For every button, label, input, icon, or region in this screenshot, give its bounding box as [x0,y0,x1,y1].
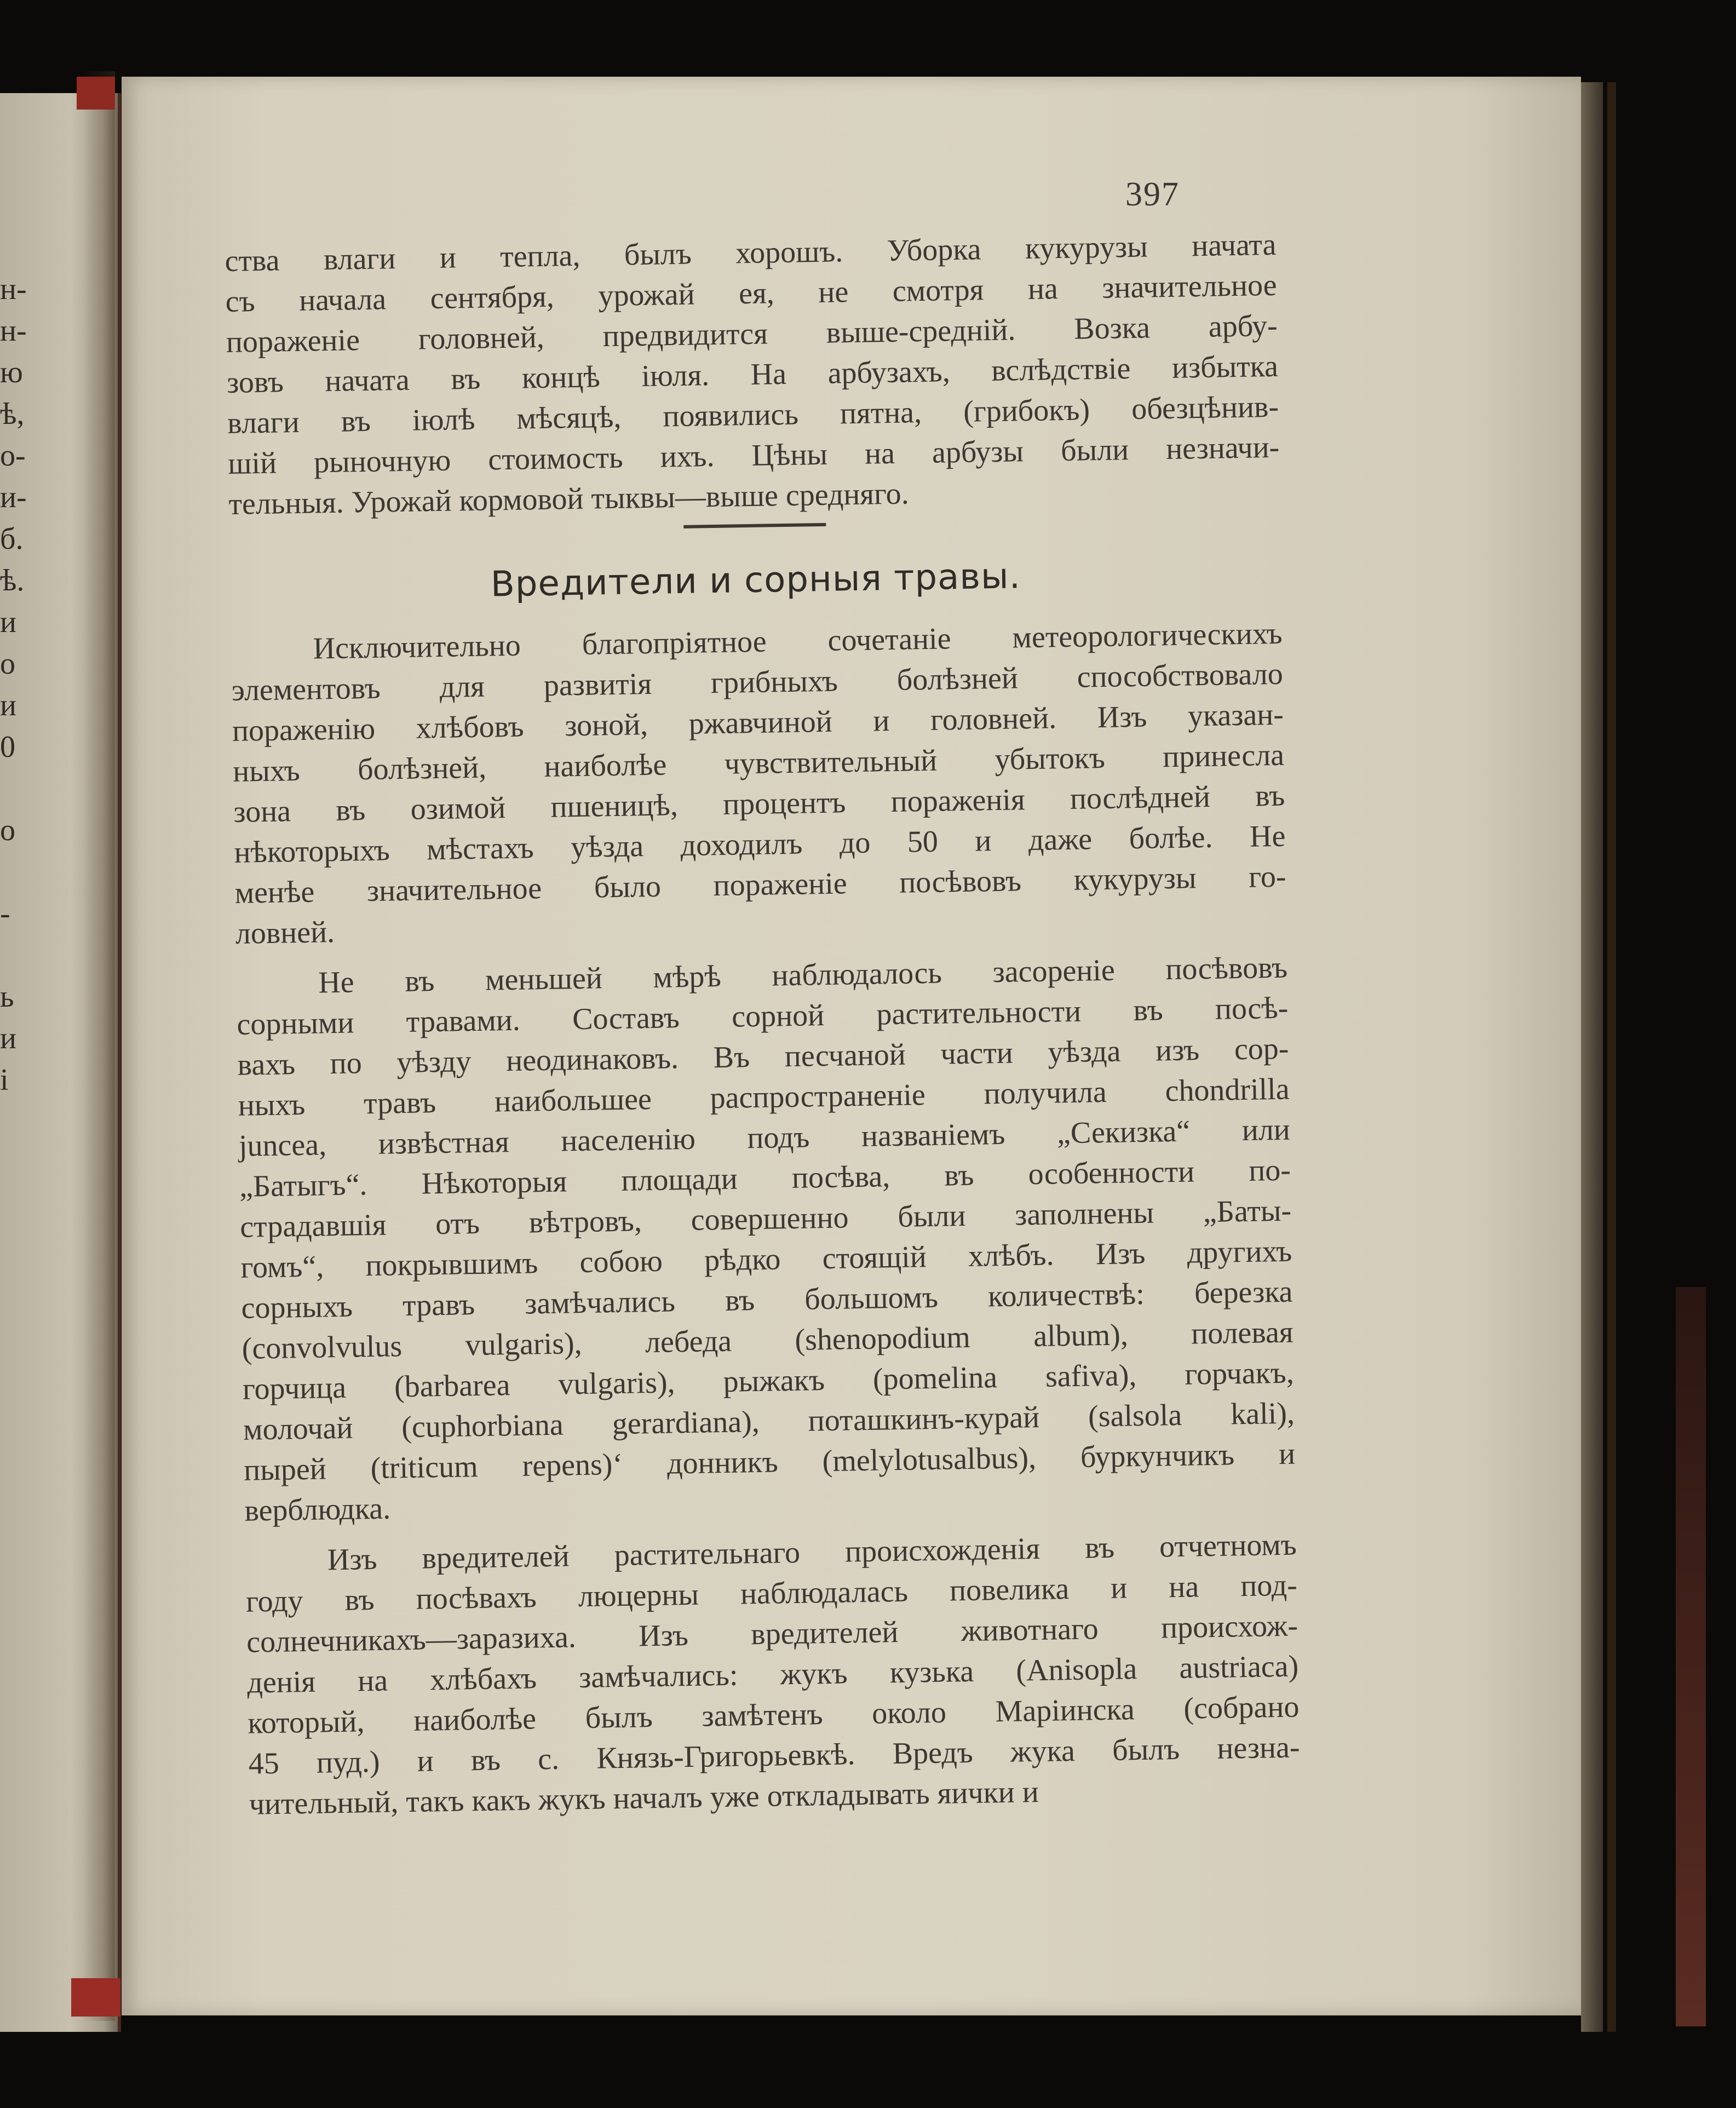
binding-strip [1607,82,1616,2032]
text-line: верблюдка. [244,1491,391,1528]
text-line: менѣе значительное было пораженіе посѣвовъ кукурузы го- [234,859,1286,910]
text-line: солнечникахъ—заразиха. Изъ вредителей животнаго происхож- [246,1609,1298,1659]
paragraph [231,613,1287,954]
left-fragment: б. [0,522,24,556]
text-line: сорными травами. Составъ сорной растительности въ посѣ- [236,991,1289,1042]
left-fragment: 0 [0,730,15,764]
left-fragment: н- [0,272,27,306]
text-line: зона въ озимой пшеницѣ, процентъ пораженія послѣдней въ [233,778,1285,829]
text-line: горчица (barbarea vulgaris), рыжакъ (pomelina safiva), горчакъ, [242,1355,1295,1406]
text-line: гомъ“, покрывшимъ собою рѣдко стоящій хлѣбъ. Изъ другихъ [240,1234,1292,1285]
left-fragment: ѣ. [0,564,25,598]
page-number: 397 [1125,176,1180,213]
text-line: нѣкоторыхъ мѣстахъ уѣзда доходилъ до 50 и даже болѣе. Не [234,819,1286,870]
text-line: денія на хлѣбахъ замѣчались: жукъ кузька (Anisopla austriaca) [246,1649,1299,1700]
text-line: пырей (triticum repens)‘ донникъ (melylotusalbus), буркунчикъ и [243,1437,1296,1487]
text-line: съ начала сентября, урожай ея, не смотря на значительное [225,268,1277,319]
right-page-edge [1581,82,1603,2032]
left-page-text-fragments [0,268,33,1101]
text-line: сорныхъ травъ замѣчались въ большомъ количествѣ: березка [241,1274,1293,1325]
left-fragment: о [0,813,15,847]
left-page-edge [82,71,115,2021]
text-line: ныхъ травъ наибольшее распространеніе получила chondrilla [238,1072,1290,1123]
left-fragment: ѣ, [0,397,25,431]
text-line: „Батыгъ“. Нѣкоторыя площади посѣва, въ особенности по- [239,1153,1291,1204]
text-line: ныхъ болѣзней, наиболѣе чувствительный убытокъ принесла [232,738,1285,789]
red-page-edge-bottom [71,1978,120,2017]
left-fragment [0,851,33,893]
left-fragment: ь [0,980,14,1014]
text-line: (convolvulus vulgaris), лебеда (shenopodium album), полевая [242,1315,1294,1366]
text-line: 45 пуд.) и въ с. Князь-Григорьевкѣ. Вредъ жука былъ незна- [248,1730,1300,1781]
text-line: шій рыночную стоимость ихъ. Цѣны на арбузы были незначи- [227,430,1280,481]
left-fragment: и [0,688,16,722]
text-line: пораженію хлѣбовъ зоной, ржавчиной и головней. Изъ указан- [232,697,1284,748]
section-heading: Вредители и сорныя травы. [490,556,1021,605]
paragraph [236,947,1296,1531]
text-line: чительный, такъ какъ жукъ началъ уже откладывать яички и [249,1775,1039,1822]
text-line: Исключительно благопріятное сочетаніе метеорологическихъ [313,616,1283,666]
text-line: молочай (cuphorbiana gerardiana), поташкинъ-курай (salsola kali), [243,1396,1295,1447]
left-fragment: н- [0,314,27,348]
cover-edge [1676,1287,1706,2026]
left-fragment: о [0,647,15,681]
paragraph [245,1525,1301,1825]
text-line: элементовъ для развитія грибныхъ болѣзней способствовало [231,657,1284,708]
left-fragment: - [0,897,10,930]
text-line: Изъ вредителей растительнаго происхожденія въ отчетномъ [327,1527,1297,1577]
left-fragment: ю [0,355,23,389]
text-line: влаги въ іюлѣ мѣсяцѣ, появились пятна, (грибокъ) обезцѣнив- [227,389,1279,440]
text-line: ловней. [235,915,335,951]
left-fragment: і [0,1063,9,1097]
page-body [225,225,1301,1825]
text-line: году въ посѣвахъ люцерны наблюдалась повелика и на под- [245,1568,1298,1619]
left-fragment: и- [0,480,27,514]
section-divider [683,523,826,529]
text-line: который, наиболѣе былъ замѣтенъ около Маріинска (собрано [248,1690,1300,1741]
text-line: juncea, извѣстная населенію подъ названіемъ „Секизка“ или [238,1112,1291,1163]
paragraph [225,225,1280,525]
left-fragment: и [0,605,16,639]
text-line: ства влаги и тепла, былъ хорошъ. Уборка кукурузы начата [225,227,1277,278]
text-before-heading [225,225,1280,525]
left-fragment: и [0,1021,16,1055]
text-line: вахъ по уѣзду неодинаковъ. Въ песчаной части уѣзда изъ сор- [237,1031,1289,1082]
red-page-edge-top [77,77,115,110]
left-fragment: о- [0,439,26,473]
text-line: зовъ начата въ концѣ іюля. На арбузахъ, вслѣдствіе избытка [226,349,1279,400]
left-fragment [0,768,33,809]
text-line: тельныя. Урожай кормовой тыквы—выше средняго. [228,476,910,521]
text-line: страдавшія отъ вѣтровъ, совершенно были заполнены „Баты- [239,1193,1292,1244]
text-after-heading [231,613,1301,1825]
left-fragment [0,934,33,976]
text-line: Не въ меньшей мѣрѣ наблюдалось засореніе посѣвовъ [318,950,1288,1000]
text-line: пораженіе головней, предвидится выше-средній. Возка арбу- [226,308,1278,359]
